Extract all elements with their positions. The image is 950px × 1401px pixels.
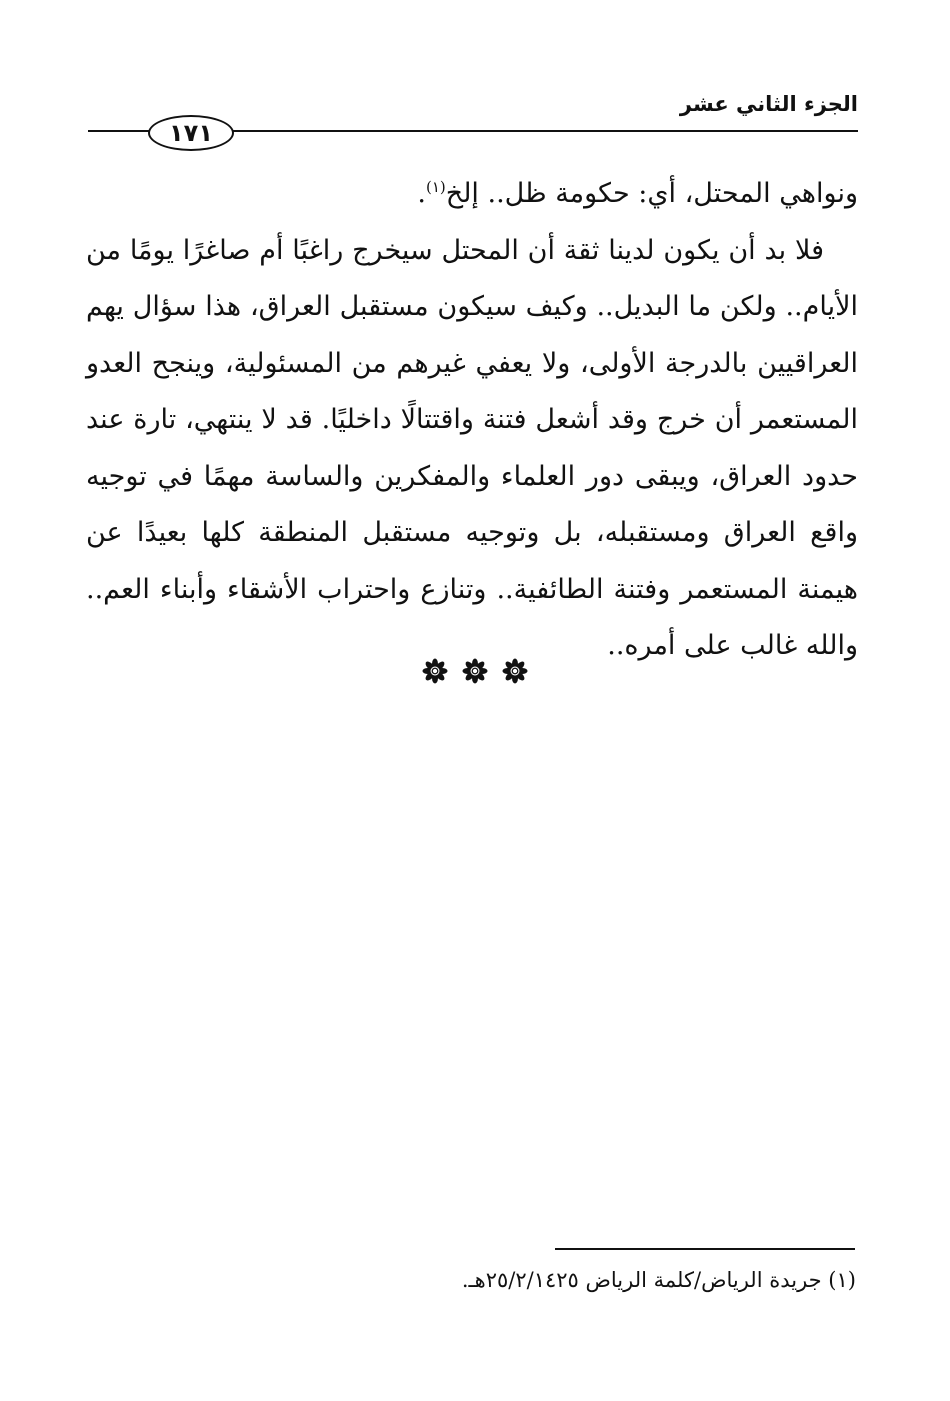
paragraph-2: فلا بد أن يكون لدينا ثقة أن المحتل سيخرج راغبًا أم صاغرًا يومًا من الأيام.. ولكن ما البديل.. وكيف سيكون مستقبل العراق، هذا سؤال يهم العراقيين بالدرجة الأولى، ولا يعفي غيرهم من المسئولية، وينجح العدو المستعمر أن خرج وقد أشعل فتنة واقتتالًا داخليًا. قد لا ينتهي، تارة عند حدود العراق، ويبقى دور العلماء والمفكرين والساسة مهمًا في توجيه واقع العراق ومستقبله، بل وتوجيه مستقبل المنطقة كلها بعيدًا عن هيمنة المستعمر وفتنة الطائفية.. وتنازع واحتراب الأشقاء وأبناء العم.. والله غالب على أمره.. <box>86 234 858 661</box>
running-head-title: الجزء الثاني عشر <box>679 92 858 116</box>
flower-ornament-icon <box>462 658 488 684</box>
body-text <box>86 166 858 675</box>
section-divider-ornaments <box>0 658 950 684</box>
footnote-separator <box>555 1248 855 1250</box>
footnote: (١) جريدة الرياض/كلمة الرياض ٢٥/٢/١٤٢٥هـ. <box>461 1268 856 1292</box>
paragraph-1-end: . <box>417 178 426 209</box>
page-number: ١٧١ <box>169 119 213 147</box>
paragraph-1 <box>86 166 858 223</box>
flower-ornament-icon <box>502 658 528 684</box>
page-number-frame <box>148 115 234 151</box>
paragraph-1-text: ونواهي المحتل، أي: حكومة ظل.. إلخ <box>445 178 858 209</box>
flower-ornament-icon <box>422 658 448 684</box>
footnote-reference[interactable]: (١) <box>426 178 446 196</box>
